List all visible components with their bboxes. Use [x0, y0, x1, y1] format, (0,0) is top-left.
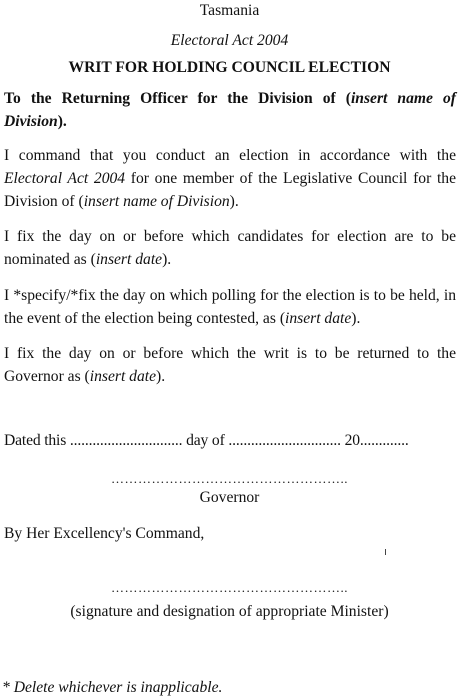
polling-placeholder: insert date [285, 310, 352, 327]
jurisdiction-heading: Tasmania [199, 2, 260, 19]
governor-signature-line: …………………………………………….. [111, 471, 348, 486]
polling-paragraph [4, 284, 456, 330]
governor-label: Governor [199, 489, 260, 506]
addressee-suffix: ). [57, 113, 67, 130]
nomination-text-2: ). [162, 251, 172, 268]
command-text-3: ). [229, 193, 239, 210]
return-text-1: I fix the day on or before which the writ is to be returned to the Governor as ( [4, 345, 456, 385]
addressee-placeholder: insert name of Division [4, 90, 456, 130]
command-placeholder: insert name of Division [83, 193, 230, 210]
footnote: * Delete whichever is inapplicable. [2, 679, 223, 696]
nomination-text-1: I fix the day on or before which candidates for election are to be nominated as ( [4, 228, 456, 268]
dated-line: Dated this .............................. day of .............................. 20............. [4, 432, 409, 449]
command-act: Electoral Act 2004 [4, 170, 126, 187]
minister-label: (signature and designation of appropriate Minister) [70, 603, 389, 620]
command-text-1: I command that you conduct an election in accordance with the [4, 147, 456, 164]
addressee-line [4, 87, 456, 133]
return-text-2: ). [156, 368, 166, 385]
act-heading: Electoral Act 2004 [170, 32, 289, 49]
command-text-2: for one member of the Legislative Council for the Division of ( [4, 170, 456, 210]
return-paragraph [4, 342, 456, 388]
minister-signature-line: …………………………………………….. [111, 580, 348, 595]
command-attribution: By Her Excellency's Command, [4, 525, 205, 542]
nomination-placeholder: insert date [95, 251, 163, 268]
nomination-paragraph [4, 225, 456, 271]
polling-text-2: ). [351, 310, 361, 327]
stray-mark [385, 549, 386, 555]
polling-text-1: I *specify/*fix the day on which polling for the election is to be held, in the event of the election being contested, as ( [4, 287, 456, 327]
command-paragraph [4, 144, 456, 213]
addressee-prefix: To the Returning Officer for the Division of ( [4, 90, 351, 107]
writ-title: WRIT FOR HOLDING COUNCIL ELECTION [68, 59, 391, 76]
return-placeholder: insert date [89, 368, 157, 385]
